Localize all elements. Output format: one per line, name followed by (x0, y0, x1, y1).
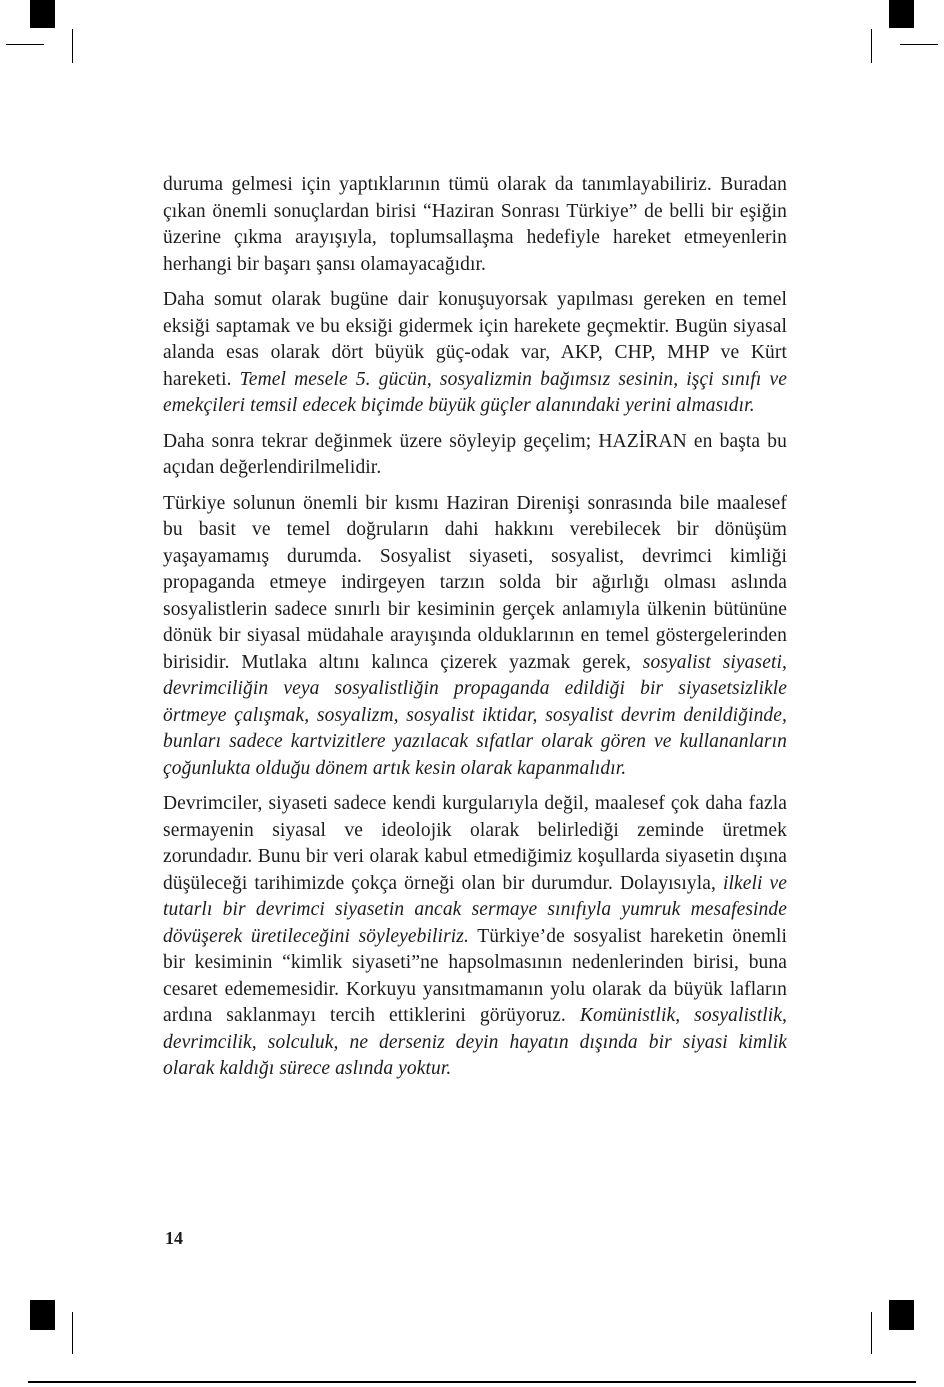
italic-text-run: Temel mesele 5. gücün, sosyalizmin bağımsız sesinin, işçi sınıfı ve emekçileri temsil edecek biçimde büyük güçler alanındaki yerini almasıdır. (163, 368, 787, 416)
italic-text-run: ilkeli ve tutarlı bir devrimci siyasetin ancak sermaye sınıfıyla yumruk mesafesinde dövüşerek üretileceğini söyleyebiliriz. (163, 872, 787, 947)
italic-text-run: Komünistlik, sosyalistlik, devrimcilik, solculuk, ne derseniz deyin hayatın dışında bir siyasi kimlik olarak kaldığı sürece aslında yoktur. (163, 1005, 787, 1079)
page-number: 14 (165, 1228, 183, 1248)
crop-mark-top-left-horizontal (6, 44, 44, 45)
registration-mark-bottom-right (889, 1300, 914, 1330)
paragraph (163, 429, 787, 482)
text-block (163, 172, 787, 1092)
registration-mark-bottom-left (30, 1300, 55, 1330)
text-run: Türkiye solunun önemli bir kısmı Haziran Direnişi sonrasında bile maalesef bu basit ve temel doğruların dahi hakkını verebilecek bir dönüşüm yaşayamamış durumda. Sosyalist siyaseti, sosyalist, devrimci kimliği propaganda etmeye indirgeyen tarzın solda bir ağırlığı olması aslında sosyalistlerin sadece sınırlı bir kesiminin gerçek anlamıyla ülkenin bütününe dönük bir siyasal müdahale arayışında olduklarının en temel göstergelerinden birisidir. Mutlaka altını kalınca çizerek yazmak gerek, (163, 492, 787, 673)
text-run: Daha somut olarak bugüne dair konuşuyorsak yapılması gereken en temel eksiği saptamak ve bu eksiği gidermek için harekete geçmektir. Bugün siyasal alanda esas olarak dört büyük güç-odak var, AKP, CHP, MHP ve Kürt hareketi. (163, 289, 787, 390)
registration-mark-top-right (889, 0, 914, 28)
crop-mark-bottom-right-vertical (871, 1312, 872, 1354)
crop-mark-bottom-left-vertical (72, 1312, 73, 1354)
trim-line-bottom (28, 1381, 916, 1383)
paragraph (163, 491, 787, 783)
crop-mark-top-left-vertical (72, 29, 73, 63)
text-run: Daha sonra tekrar değinmek üzere söyleyip geçelim; HAZİRAN en başta bu açıdan değerlendirilmelidir. (163, 430, 787, 478)
text-run: Devrimciler, siyaseti sadece kendi kurgularıyla değil, maalesef çok daha fazla sermayenin siyasal ve ideolojik olarak belirlediği zeminde üretmek zorundadır. Bunu bir veri olarak kabul etmediğimiz koşullarda siyasetin dışına düşüleceği tarihimizde çokça örneği olan bir durumdur. Dolayısıyla, (163, 793, 787, 894)
paragraph (163, 791, 787, 1083)
text-run: Türkiye’de sosyalist hareketin önemli bir kesiminin “kimlik siyaseti”ne hapsolmasının nedenlerinden birisi, buna cesaret edememesidir. Korkuyu yansıtmamanın yolu olarak da büyük lafların ardına saklanmayı tercih ettiklerini görüyoruz. (163, 925, 787, 1026)
paragraph (163, 287, 787, 420)
text-run: duruma gelmesi için yaptıklarının tümü olarak da tanımlayabiliriz. Buradan çıkan önemli sonuçlardan birisi “Haziran Sonrası Türkiye” de belli bir eşiğin üzerine çıkma arayışıyla, toplumsallaşma hedefiyle hareket etmeyenlerin herhangi bir başarı şansı olamayacağıdır. (163, 174, 787, 275)
paragraph (163, 172, 787, 278)
crop-mark-top-right-vertical (871, 29, 872, 63)
crop-mark-top-right-horizontal (900, 44, 938, 45)
registration-mark-top-left (30, 0, 55, 28)
italic-text-run: sosyalist siyaseti, devrimciliğin veya sosyalistliğin propaganda edildiği bir siyasetsizlikle örtmeye çalışmak, sosyalizm, sosyalist iktidar, sosyalist devrim denildiğinde, bunları sadece kartvizitlere yazılacak sıfatlar olarak gören ve kullananların çoğunlukta olduğu dönem artık kesin olarak kapanmalıdır. (163, 651, 787, 779)
